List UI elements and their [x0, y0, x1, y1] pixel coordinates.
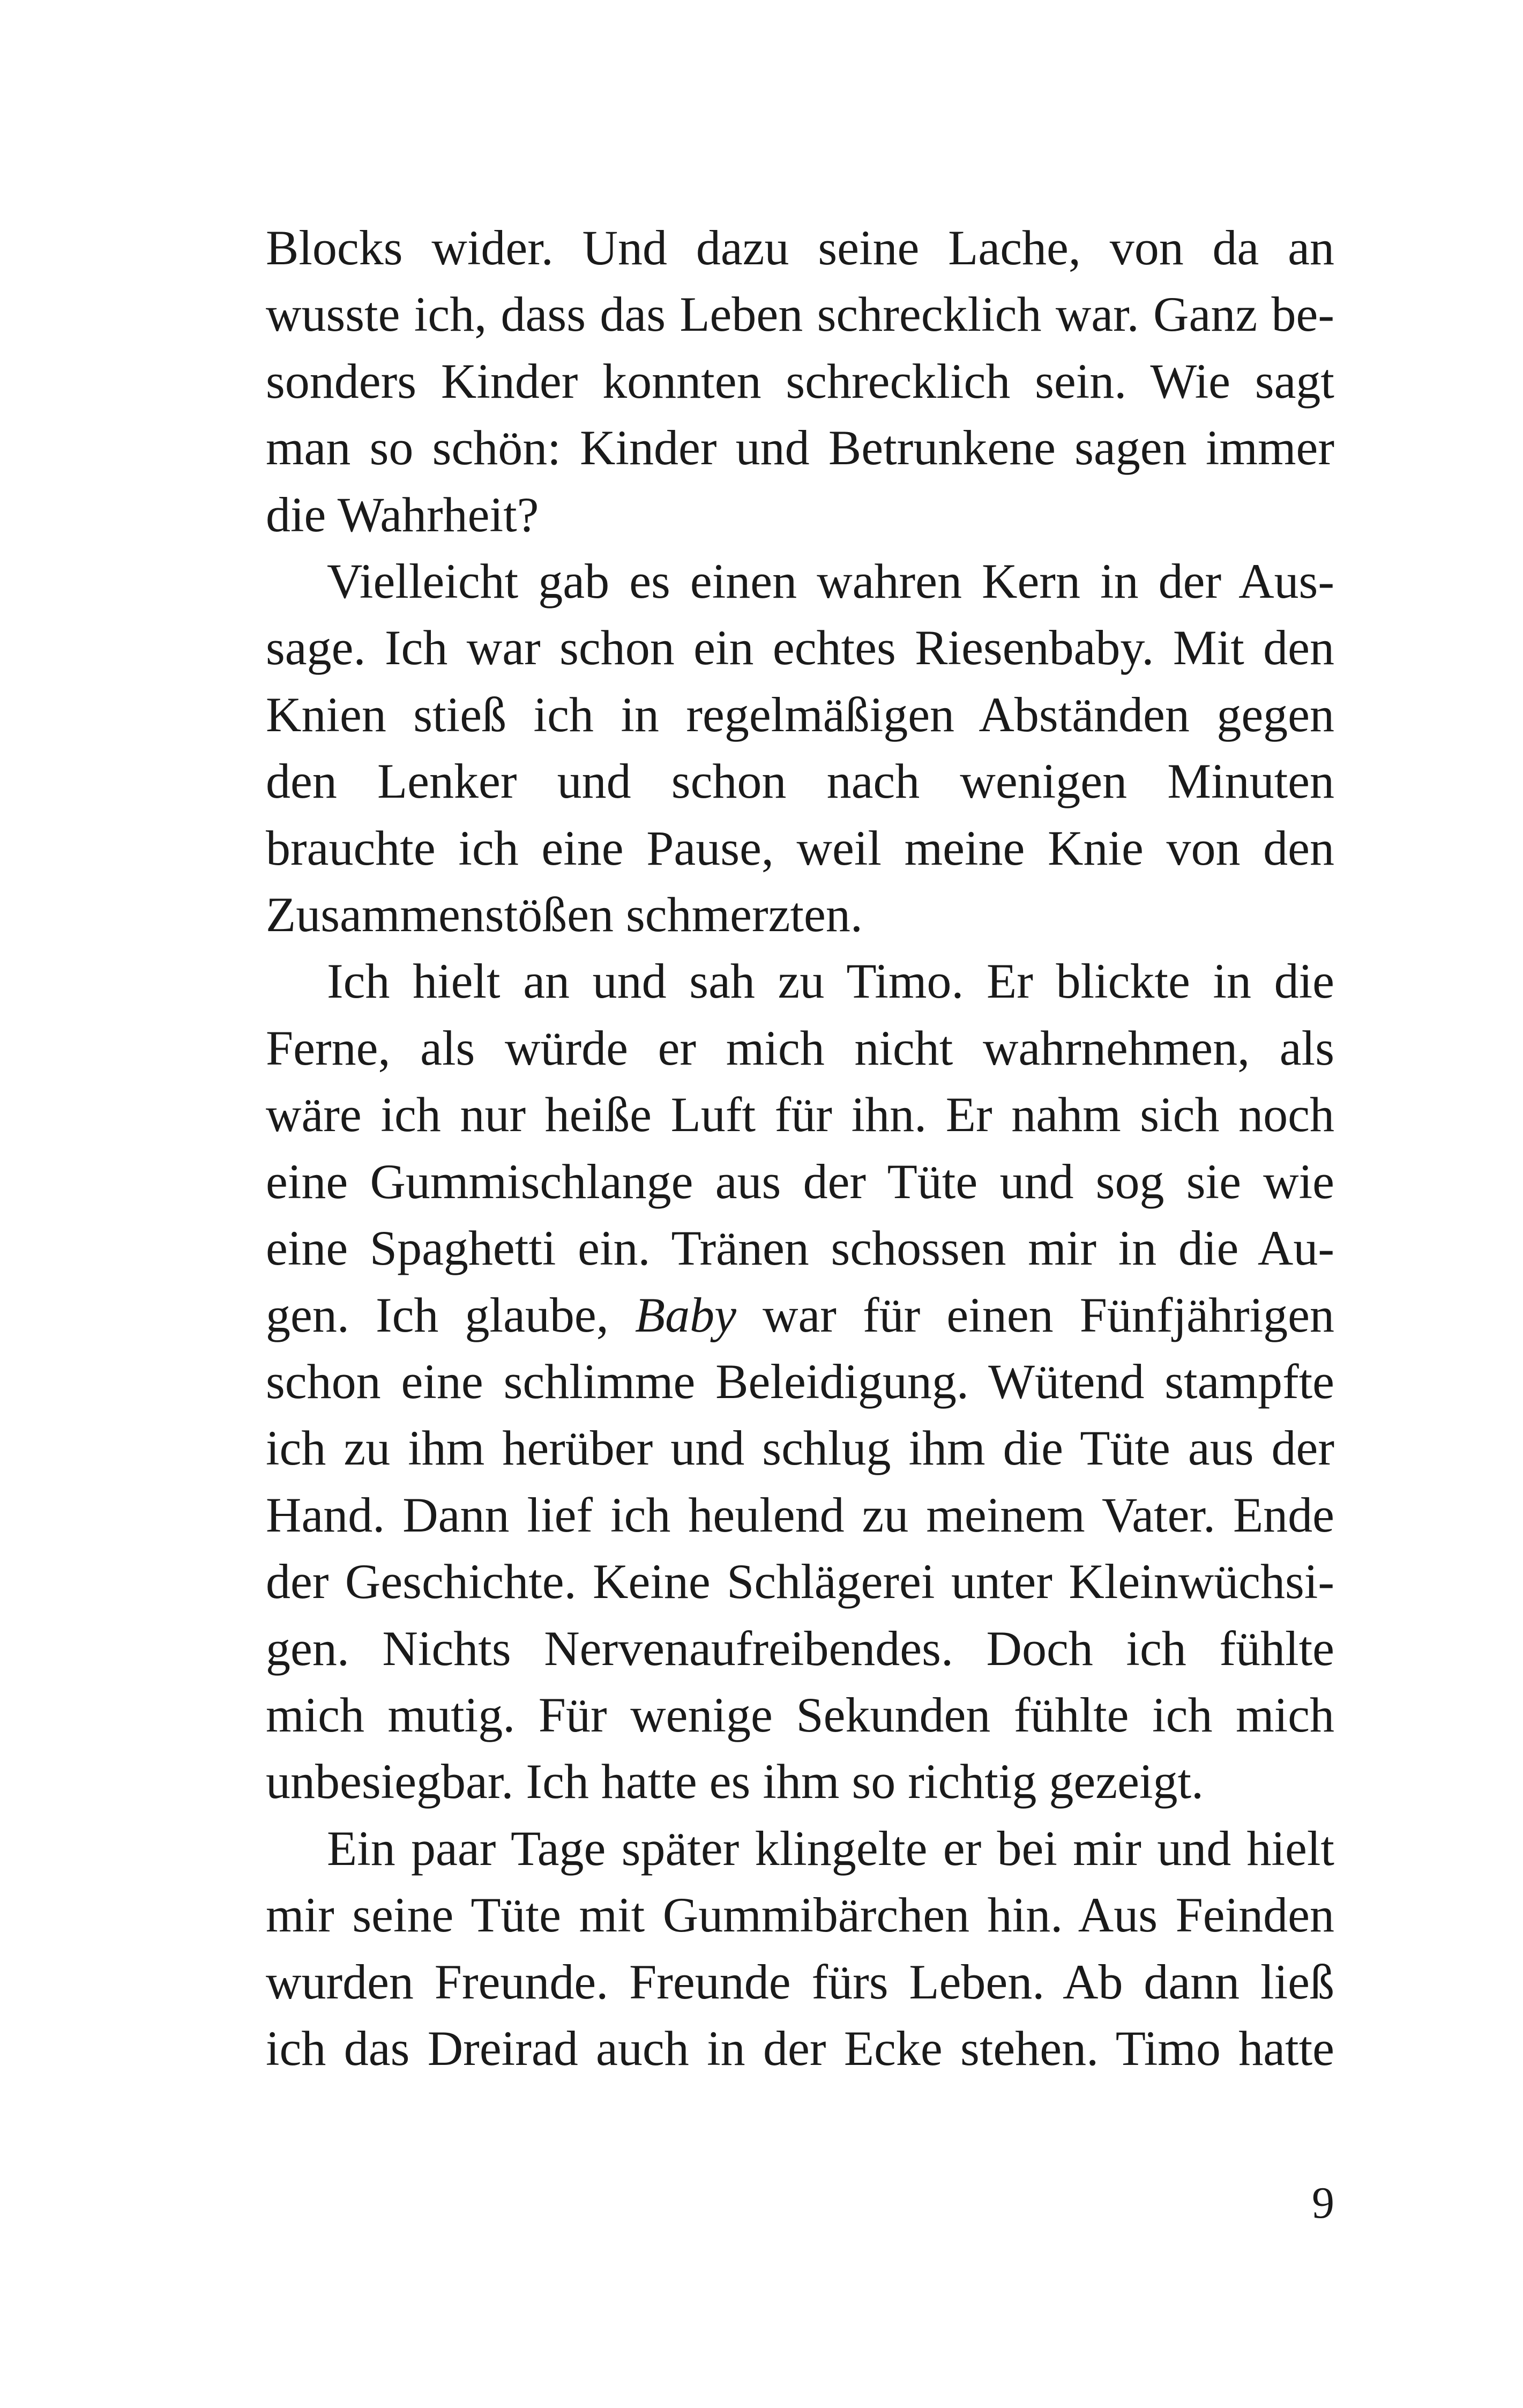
text-line: mich mutig. Für wenige Sekunden fühlte ich mich: [266, 1687, 1334, 1742]
text-line: sonders Kinder konnten schrecklich sein. Wie sagt: [266, 353, 1334, 408]
text-line: der Geschichte. Keine Schlägerei unter Kleinwüchsi-: [266, 1554, 1334, 1609]
text-line: eine Gummischlange aus der Tüte und sog sie wie: [266, 1154, 1334, 1209]
text-line: ich das Dreirad auch in der Ecke stehen. Timo hatte: [266, 2020, 1334, 2076]
text-line: Vielleicht gab es einen wahren Kern in der Aus-: [327, 554, 1334, 609]
text-line: unbesiegbar. Ich hatte es ihm so richtig gezeigt.: [266, 1754, 1204, 1809]
italic-word: Baby: [634, 1287, 736, 1342]
text-line: eine Spaghetti ein. Tränen schossen mir in die Au-: [266, 1221, 1334, 1276]
text-line: wusste ich, dass das Leben schrecklich war. Ganz be-: [266, 287, 1334, 342]
text-line: mir seine Tüte mit Gummibärchen hin. Aus Feinden: [266, 1887, 1334, 1943]
text-line: schon eine schlimme Beleidigung. Wütend stampfte: [266, 1354, 1334, 1409]
text-line: Ein paar Tage später klingelte er bei mir und hielt: [327, 1820, 1334, 1876]
text-line: man so schön: Kinder und Betrunkene sagen immer: [266, 420, 1334, 475]
text-line: ich zu ihm herüber und schlug ihm die Tüte aus der: [266, 1421, 1334, 1476]
text-line: [266, 1282, 1334, 1348]
text-line: Zusammenstößen schmerzten.: [266, 887, 863, 942]
text-line: Blocks wider. Und dazu seine Lache, von da an: [266, 220, 1334, 275]
text-segment: war für einen Fünfjährigen: [736, 1287, 1334, 1342]
text-line: sage. Ich war schon ein echtes Riesenbaby. Mit den: [266, 620, 1334, 675]
text-segment: gen. Ich glaube,: [266, 1287, 635, 1342]
text-line: Knien stieß ich in regelmäßigen Abständen gegen: [266, 687, 1334, 742]
text-line: wäre ich nur heiße Luft für ihn. Er nahm sich noch: [266, 1087, 1334, 1142]
text-line: Ferne, als würde er mich nicht wahrnehmen, als: [266, 1020, 1334, 1075]
text-line: brauchte ich eine Pause, weil meine Knie von den: [266, 820, 1334, 875]
body-text: [266, 214, 1334, 2082]
page-number: 9: [1312, 2178, 1334, 2228]
text-line: wurden Freunde. Freunde fürs Leben. Ab dann ließ: [266, 1954, 1334, 2009]
text-line: den Lenker und schon nach wenigen Minuten: [266, 754, 1334, 809]
text-line: Hand. Dann lief ich heulend zu meinem Vater. Ende: [266, 1487, 1334, 1542]
text-line: Ich hielt an und sah zu Timo. Er blickte in die: [327, 954, 1334, 1009]
text-line: die Wahrheit?: [266, 487, 539, 542]
text-line: gen. Nichts Nervenaufreibendes. Doch ich fühlte: [266, 1621, 1334, 1676]
